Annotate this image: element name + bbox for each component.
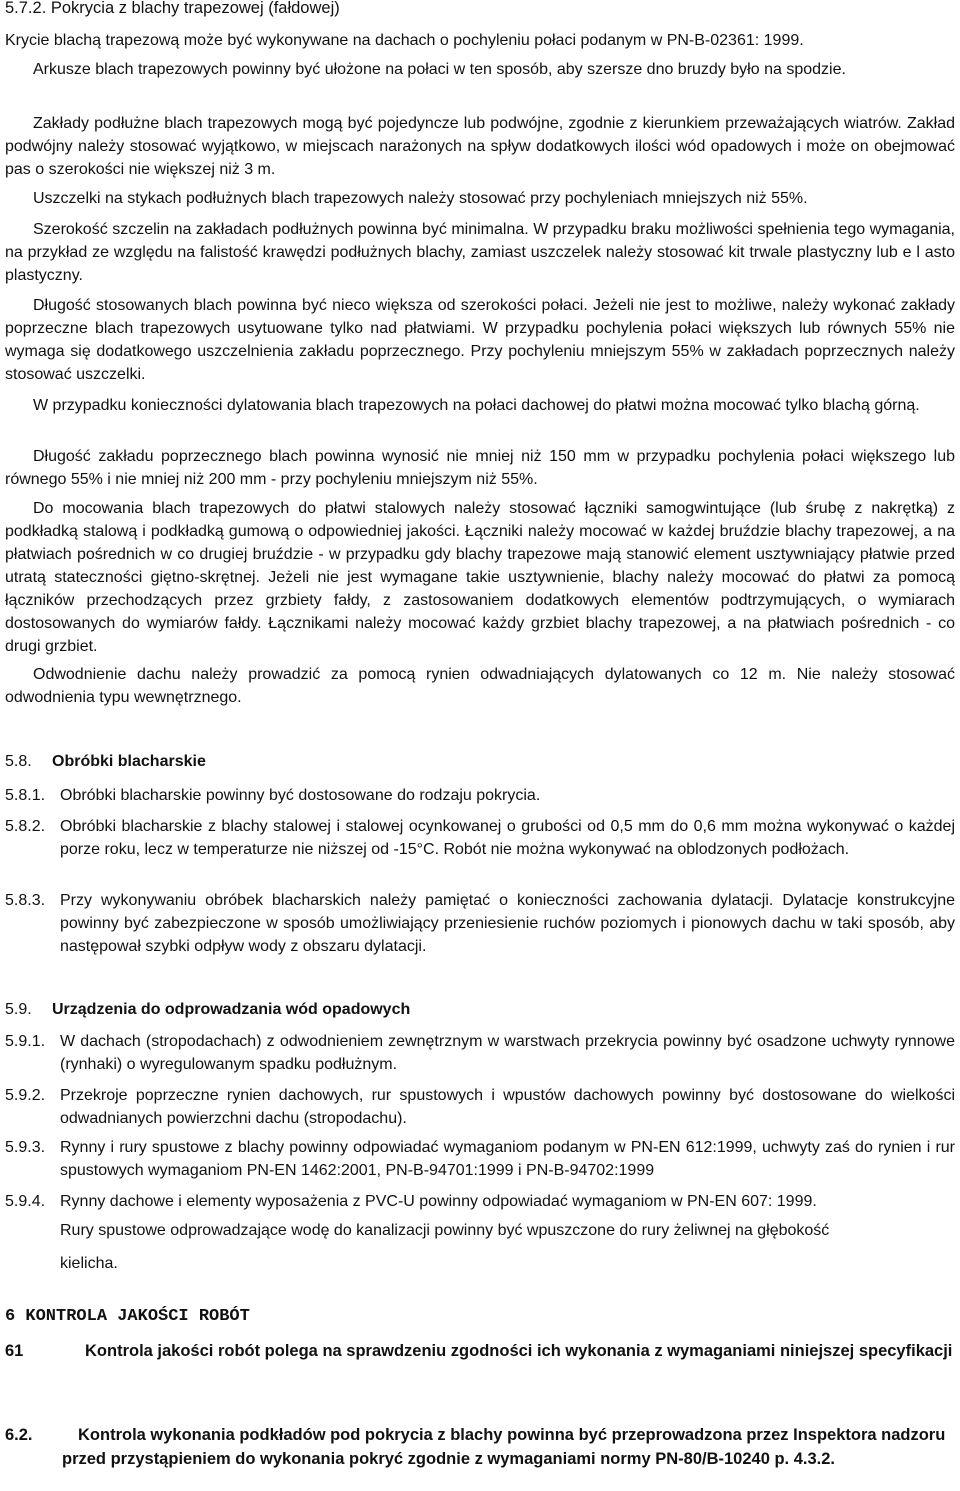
paragraph: Długość zakładu poprzecznego blach powinna wynosić nie mniej niż 150 mm w przypadku pochylenia połaci większego lub równego 55% i nie mniej niż 200 mm - przy pochyleniu mniejszym niż 55%. xyxy=(5,448,955,488)
item-number: 5.9.2. xyxy=(5,1087,46,1104)
list-item xyxy=(5,784,955,807)
list-item xyxy=(5,889,955,958)
section-5-7-2-title: 5.7.2. Pokrycia z blachy trapezowej (fałdowej) xyxy=(5,0,340,17)
paragraph: Długość stosowanych blach powinna być nieco większa od szerokości połaci. Jeżeli nie jest to możliwe, należy wykonać zakłady poprzeczne blach trapezowych usytuowane tylko nad płatwiami. W przypadku pochylenia połaci większych lub równych 55% nie wymaga się dodatkowego uszczelnienia zakładu poprzecznego. Przy pochyleniu mniejszym 55% w zakładach poprzecznych należy stosować uszczelki. xyxy=(5,297,955,383)
item-number: 5.9.1. xyxy=(5,1033,46,1050)
item-text: Obróbki blacharskie z blachy stalowej i stalowej ocynkowanej o grubości od 0,5 mm do 0,6 mm można wykonywać o każdej porze roku, lecz w temperaturze nie niższej od -15°C. Robót nie można wykonywać na oblodzonych podłożach. xyxy=(60,818,955,858)
paragraph: Odwodnienie dachu należy prowadzić za pomocą rynien odwadniających dylatowanych co 12 m. Nie należy stosować odwodnienia typu wewnętrznego. xyxy=(5,666,955,706)
item-text: Przekroje poprzeczne rynien dachowych, rur spustowych i wpustów dachowych powinny być dostosowane do wielkości odwadnianych powierzchni dachu (stropodachu). xyxy=(60,1087,955,1127)
section-number: 5.9. xyxy=(5,1001,32,1018)
paragraph: Do mocowania blach trapezowych do płatwi stalowych należy stosować łączniki samogwintujące (lub śrubę z nakrętką) z podkładką stalową i podkładką gumową o odpowiedniej jakości. Łączniki należy mocować w każdej bruździe blachy trapezowej, a na płatwiach pośrednich w co drugiej bruździe - w przypadku gdy blachy trapezowe mają stanowić element usztywniający płatwie przed utratą stateczności giętno-skrętnej. Jeżeli nie jest wymagane takie usztywnienie, blachy należy mocować do płatwi za pomocą łączników przechodzących przez grzbiety fałdy, z zastosowaniem dodatkowych elementów podtrzymujących, o wymiarach dostosowanych do wymiarów fałdy. Łącznikami należy mocować każdy grzbiet blachy trapezowej, a na płatwiach pośrednich - co drugi grzbiet. xyxy=(5,500,955,655)
item-text: Rynny i rury spustowe z blachy powinny odpowiadać wymaganiom podanym w PN-EN 612:1999, uchwyty zaś do rynien i rur spustowych wymaganiom PN-EN 1462:2001, PN-B-94701:1999 i PN-B-94702:1999 xyxy=(60,1139,955,1179)
item-text: W dachach (stropodachach) z odwodnieniem zewnętrznym w warstwach przekrycia powinny być osadzone uchwyty rynnowe (rynhaki) o wyregulowanym spadku podłużnym. xyxy=(60,1033,955,1073)
item-text: Kontrola wykonania podkładów pod pokrycia z blachy powinna być przeprowadzona przez Inspektora nadzoru przed przystąpieniem do wykonania pokryć zgodnie z wymaganiami normy PN-80/B-10240 p. 4.3.2. xyxy=(62,1426,946,1468)
list-item xyxy=(5,1084,955,1130)
paragraph: W przypadku konieczności dylatowania blach trapezowych na połaci dachowej do płatwi można mocować tylko blachą górną. xyxy=(33,397,920,414)
control-item-6-2 xyxy=(5,1423,955,1471)
item-number: 5.8.1. xyxy=(5,787,46,804)
control-item-6-1 xyxy=(5,1339,955,1363)
item-number: 6.2. xyxy=(5,1426,33,1444)
paragraph: Krycie blachą trapezową może być wykonywane na dachach o pochyleniu połaci podanym w PN-B-02361: 1999. xyxy=(5,32,804,49)
item-text: Rynny dachowe i elementy wyposażenia z PVC-U powinny odpowiadać wymaganiom w PN-EN 607: 1999. xyxy=(60,1193,817,1210)
paragraph: Zakłady podłużne blach trapezowych mogą być pojedyncze lub podwójne, zgodnie z kierunkiem przeważających wiatrów. Zakład podwójny należy stosować wyjątkowo, w miejscach narażonych na spływ dodatkowych ilości wód opadowych i może on obejmować pas o szerokości nie większej niż 3 m. xyxy=(5,115,955,178)
item-number: 61 xyxy=(5,1342,24,1360)
item-text: Przy wykonywaniu obróbek blacharskich należy pamiętać o konieczności zachowania dylatacji. Dylatacje konstrukcyjne powinny być zabezpieczone w sposób umożliwiający przeniesienie ruchów poziomych i pionowych dachu w taki sposób, aby następował szybki odpływ wody z obszaru dylatacji. xyxy=(60,892,955,955)
paragraph: Uszczelki na stykach podłużnych blach trapezowych należy stosować przy pochyleniach mniejszych niż 55%. xyxy=(33,190,808,207)
list-item xyxy=(5,1136,955,1182)
paragraph-continuation: kielicha. xyxy=(60,1255,118,1272)
section-5-8-heading xyxy=(5,752,206,772)
item-number: 5.9.3. xyxy=(5,1139,46,1156)
paragraph-continuation: Rury spustowe odprowadzające wodę do kanalizacji powinny być wpuszczone do rury żeliwnej na głębokość xyxy=(60,1222,830,1239)
paragraph: Arkusze blach trapezowych powinny być ułożone na połaci w ten sposób, aby szersze dno bruzdy było na spodzie. xyxy=(33,61,846,78)
item-text: Obróbki blacharskie powinny być dostosowane do rodzaju pokrycia. xyxy=(60,787,541,804)
item-number: 5.8.2. xyxy=(5,818,46,835)
item-number: 5.8.3. xyxy=(5,892,46,909)
list-item xyxy=(5,1030,955,1076)
section-5-9-heading xyxy=(5,1000,410,1020)
section-title: Obróbki blacharskie xyxy=(52,753,206,770)
section-title: Urządzenia do odprowadzania wód opadowych xyxy=(52,1001,411,1018)
section-6-heading: 6 KONTROLA JAKOŚCI ROBÓT xyxy=(5,1307,250,1326)
list-item xyxy=(5,1190,955,1213)
paragraph: Szerokość szczelin na zakładach podłużnych powinna być minimalna. W przypadku braku możliwości spełnienia tego wymagania, na przykład ze względu na falistość krawędzi podłużnych blachy, zamiast uszczelek należy stosować kit trwale plastyczny lub e l asto plastyczny. xyxy=(5,221,955,284)
item-number: 5.9.4. xyxy=(5,1193,46,1210)
list-item xyxy=(5,815,955,861)
section-number: 5.8. xyxy=(5,753,32,770)
item-text: Kontrola jakości robót polega na sprawdzeniu zgodności ich wykonania z wymaganiami niniejszej specyfikacji xyxy=(85,1342,953,1360)
